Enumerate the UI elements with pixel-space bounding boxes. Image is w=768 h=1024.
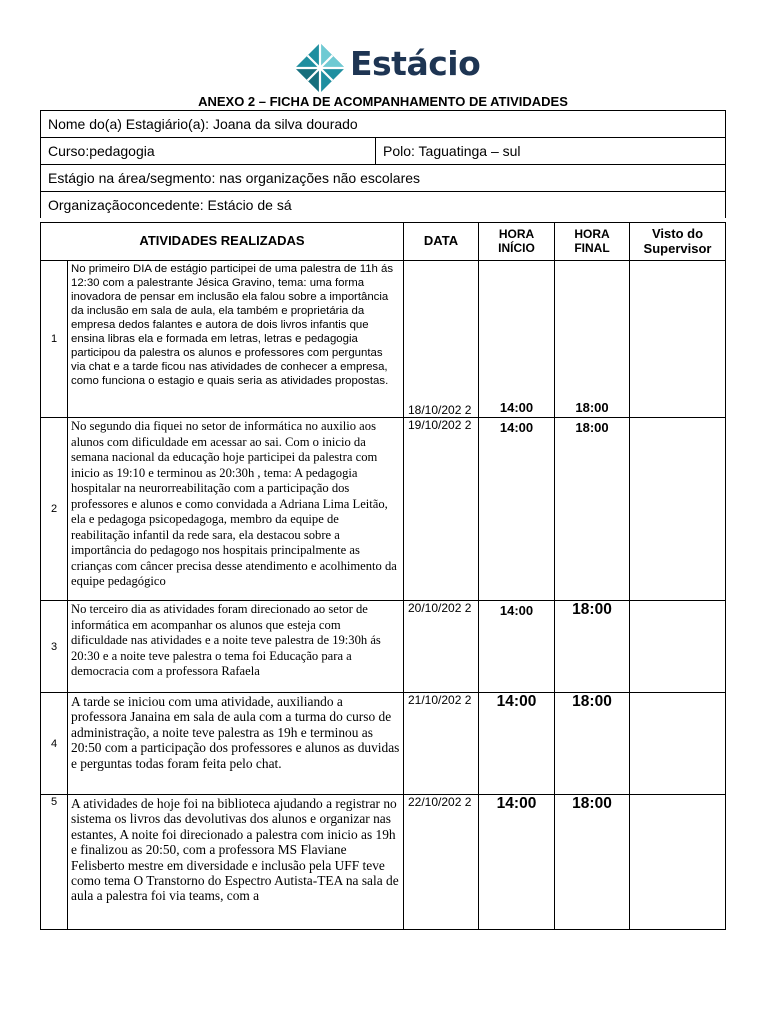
header-activities: ATIVIDADES REALIZADAS — [41, 223, 404, 261]
end-time: 18:00 — [555, 418, 630, 601]
start-time: 14:00 — [479, 261, 555, 418]
table-row — [41, 693, 726, 795]
table-header-row — [41, 223, 726, 261]
activity-date: 20/10/202 2 — [404, 601, 479, 693]
page-title: ANEXO 2 – FICHA DE ACOMPANHAMENTO DE ATIVIDADES — [198, 94, 568, 109]
start-time: 14:00 — [479, 795, 555, 930]
start-time: 14:00 — [479, 418, 555, 601]
end-time: 18:00 — [555, 261, 630, 418]
estacio-diamond-icon — [294, 42, 346, 94]
row-number: 5 — [41, 795, 68, 930]
table-row — [41, 261, 726, 418]
start-time: 14:00 — [479, 601, 555, 693]
row-number: 3 — [41, 601, 68, 693]
supervisor-visa — [630, 795, 726, 930]
end-time: 18:00 — [555, 795, 630, 930]
activity-date: 18/10/202 2 — [404, 261, 479, 418]
header-start-time: HORA INÍCIO — [479, 223, 555, 261]
student-name: Nome do(a) Estagiário(a): Joana da silva dourado — [41, 111, 726, 138]
activity-description: No segundo dia fiquei no setor de informática no auxilio aos alunos com dificuldade em acessar ao sai. Com o inicio da semana nacional da educação hoje participei da palestra com inicio as 19:10 e terminou as 20:30h , tema: A pedagogia hospitalar na neurorreabilitação com a participação dos professores e alunos e como convidada a Adriana Lima Leitão, ela e pedagoga psicopedagoga, membro da equipe de reabilitação infantil da rede sara, ela destacou sobre a importância do pedagogo nos hospitais principalmente as crianças com câncer precisa desse atendimento e acolhimento da equipe pedagógico — [68, 418, 404, 601]
course: Curso:pedagogia — [41, 138, 376, 165]
activity-date: 21/10/202 2 — [404, 693, 479, 795]
table-row — [41, 601, 726, 693]
supervisor-visa — [630, 261, 726, 418]
campus: Polo: Taguatinga – sul — [376, 138, 726, 165]
estacio-logo — [294, 42, 484, 94]
header-end-time: HORA FINAL — [555, 223, 630, 261]
row-number: 1 — [41, 261, 68, 418]
header-supervisor: Visto do Supervisor — [630, 223, 726, 261]
table-row — [41, 795, 726, 930]
row-number: 4 — [41, 693, 68, 795]
activity-description-text: A atividades de hoje foi na biblioteca ajudando a registrar no sistema os livros das devolutivas dos alunos e organizar nas estantes, A noite foi direcionado a palestra com inicio as 19h e finalizou as 20:50, com a professora MS Flaviane Felisberto mestre em diversidade e inclusão pela UFF teve como tema O Transtorno do Espectro Autista-TEA na sala de aula a palestra foi via teams, com a — [71, 796, 399, 904]
end-time: 18:00 — [555, 601, 630, 693]
table-row — [41, 418, 726, 601]
header-date: DATA — [404, 223, 479, 261]
supervisor-visa — [630, 601, 726, 693]
activity-description: No primeiro DIA de estágio participei de uma palestra de 11h ás 12:30 com a palestrante Jésica Gravino, tema: uma forma inovadora de pensar em inclusão ela falou sobre a importância da inclusão em sala de aula, ela também e proprietária da empresa dedos falantes e autora de dois livros infantis que ensina libras ela e formada em letras, letras e pedagogia participou da palestra os alunos e professores com perguntas via chat e a tarde ficou nas atividades de conhecer a empresa, como funciona o estagio e quais seria as atividades propostas. — [68, 261, 404, 418]
activity-description — [68, 795, 404, 930]
row-number: 2 — [41, 418, 68, 601]
activity-date: 22/10/202 2 — [404, 795, 479, 930]
host-organization: Organizaçãoconcedente: Estácio de sá — [41, 192, 726, 219]
activity-date: 19/10/202 2 — [404, 418, 479, 601]
supervisor-visa — [630, 418, 726, 601]
supervisor-visa — [630, 693, 726, 795]
activity-description: No terceiro dia as atividades foram direcionado ao setor de informática em acompanhar os alunos que esteja com dificuldade nas atividades e a noite teve palestra de 19:30h ás 20:30 e a noite teve palestra o tema foi Educação para a democracia com a professora Rafaela — [68, 601, 404, 693]
internship-area: Estágio na área/segmento: nas organizações não escolares — [41, 165, 726, 192]
activity-description: A tarde se iniciou com uma atividade, auxiliando a professora Janaina em sala de aula com a turma do curso de administração, a noite teve palestra as 19h e terminou as 20:50 com a participação dos professores e alunos as duvidas e perguntas todas foram feita pelo chat. — [68, 693, 404, 795]
logo-text: Estácio — [350, 44, 481, 83]
start-time: 14:00 — [479, 693, 555, 795]
end-time: 18:00 — [555, 693, 630, 795]
student-info-table — [40, 110, 726, 218]
activities-table — [40, 222, 726, 930]
